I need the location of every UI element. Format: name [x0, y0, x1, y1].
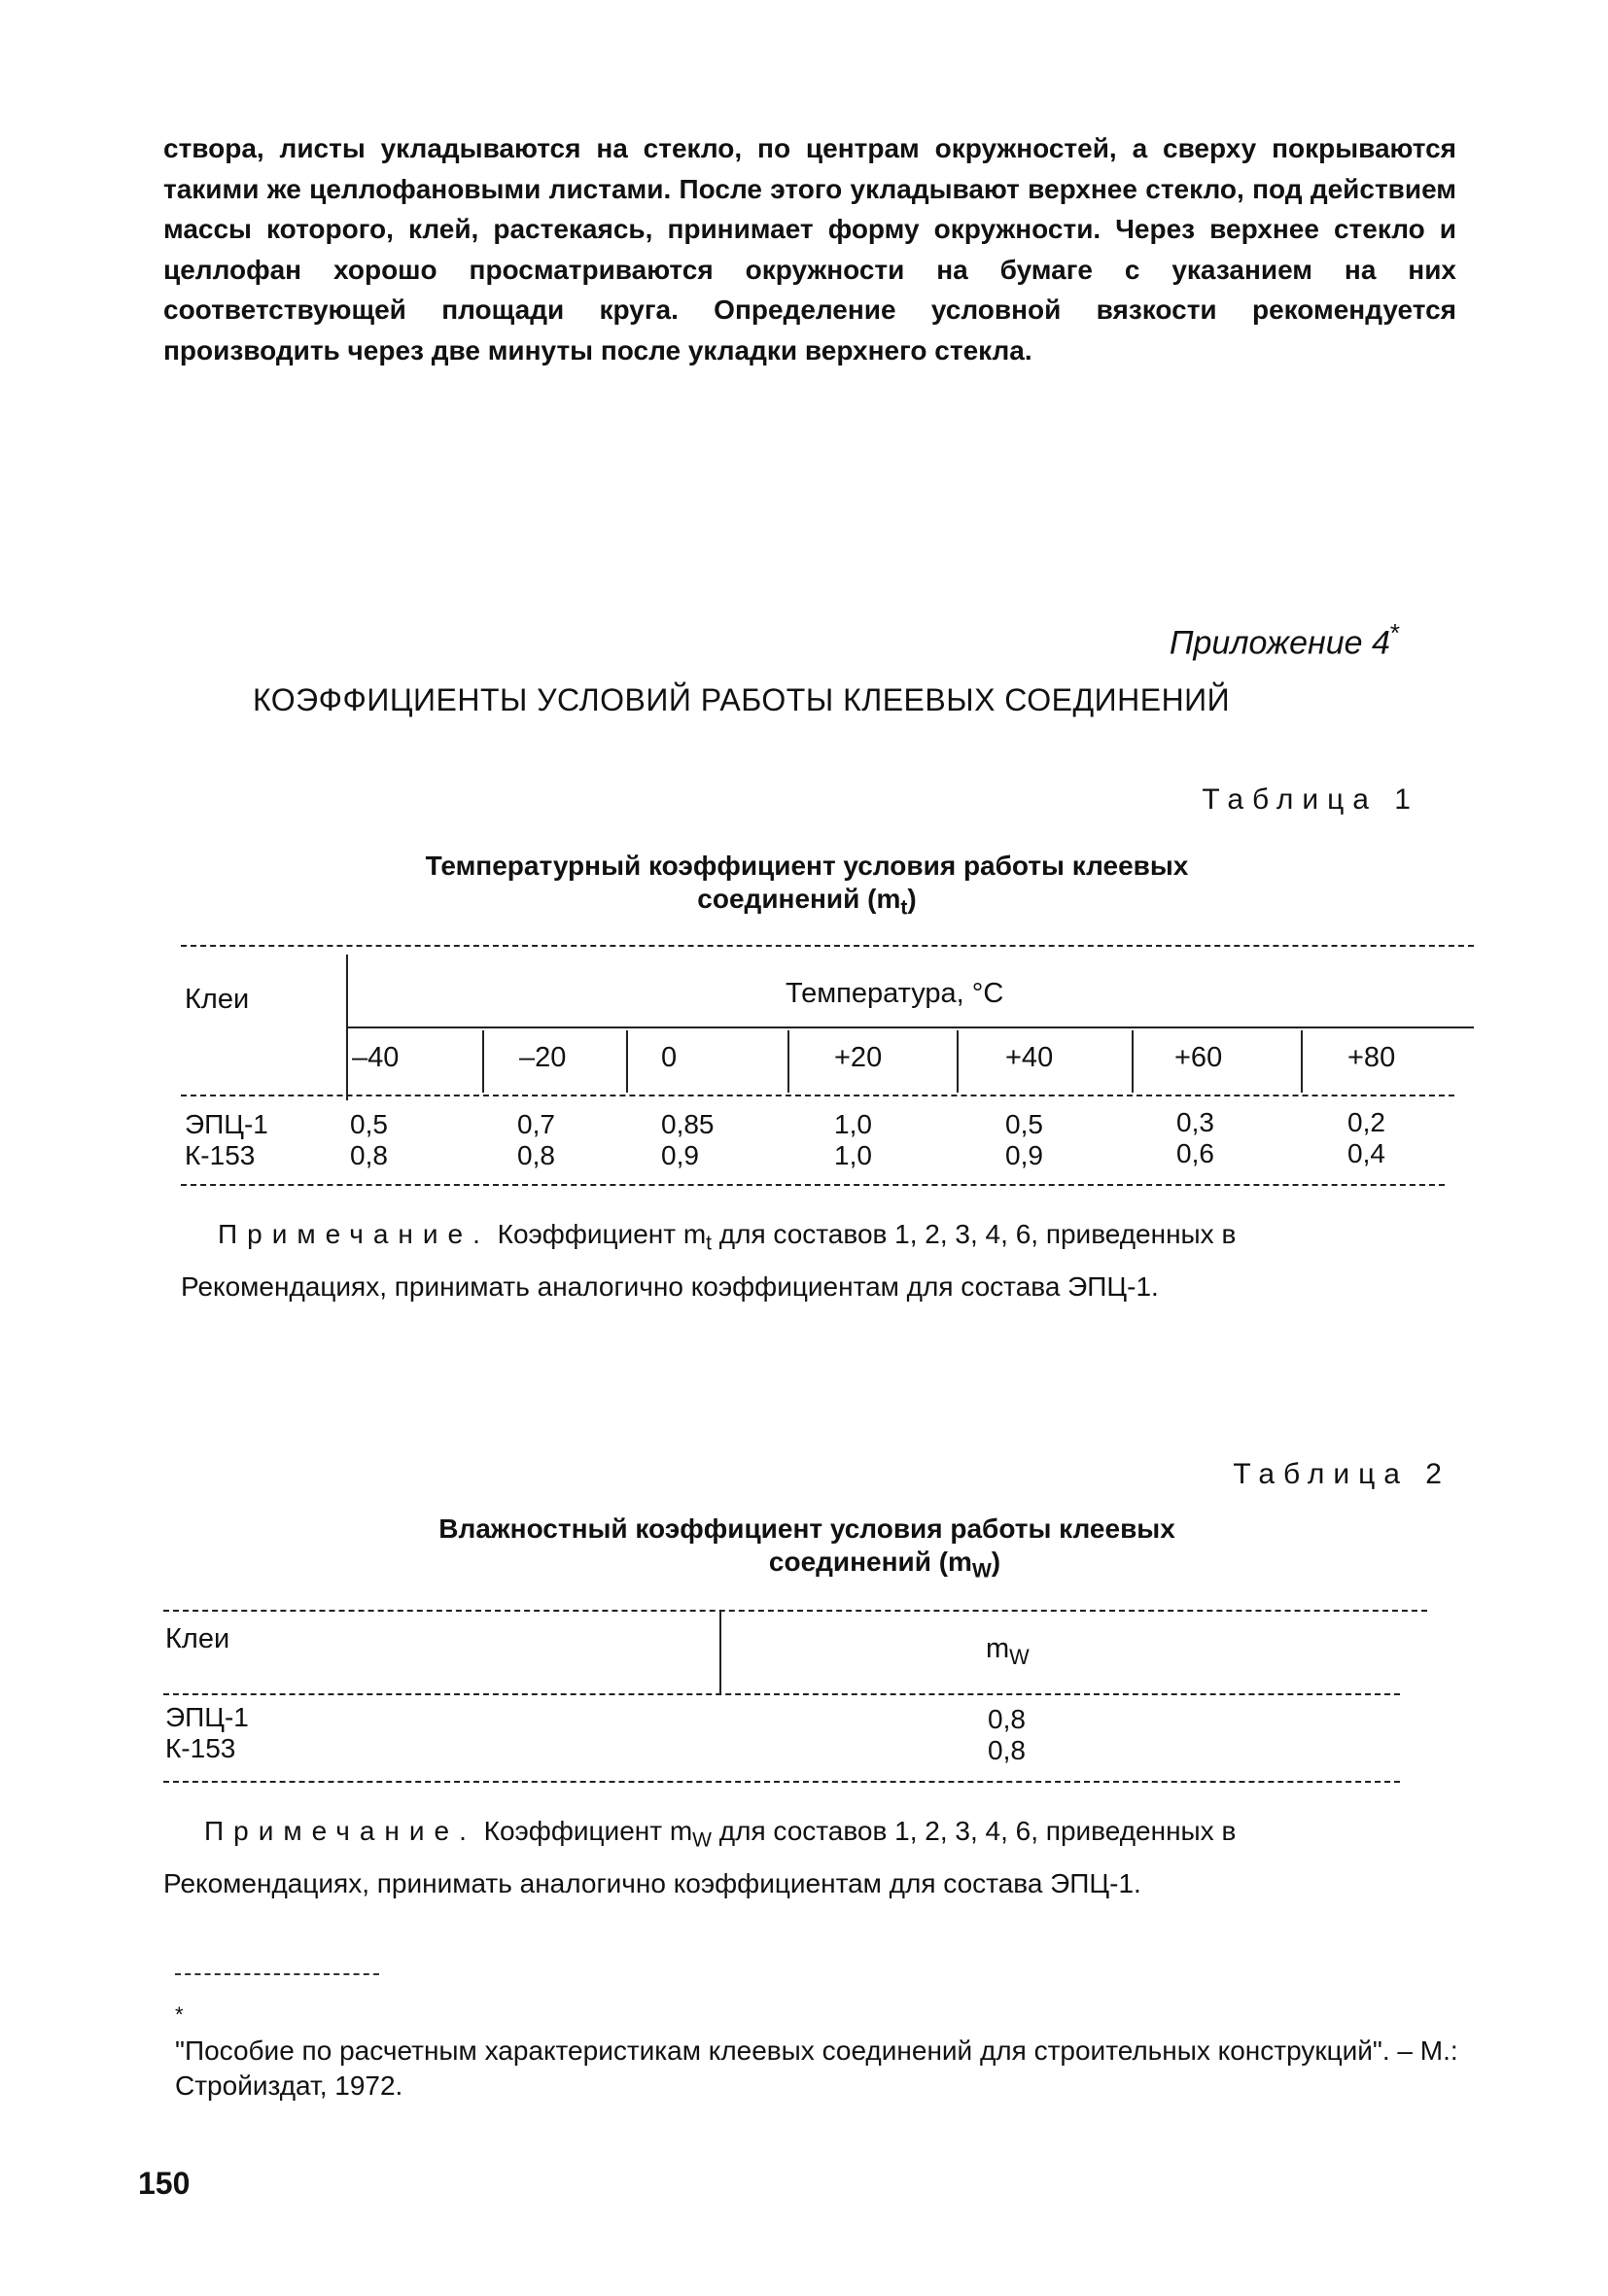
table2-note-line2: Рекомендациях, принимать аналогично коэффициентам для состава ЭПЦ-1. [163, 1868, 1141, 1898]
table1-temp-header: +80 [1347, 1042, 1396, 1073]
table1-cell: 0,7 [517, 1109, 555, 1139]
table2-title-line2 [321, 1546, 1293, 1588]
page-number: 150 [138, 2166, 191, 2201]
table1-temp-header: +60 [1174, 1042, 1223, 1073]
table1-row-name: ЭПЦ-1 [185, 1109, 268, 1139]
table1-note-label: Примечание. [218, 1219, 490, 1249]
table1-cell: 1,0 [834, 1140, 872, 1170]
table1-row-name: К-153 [185, 1140, 256, 1170]
table1-title-line2 [321, 883, 1293, 925]
table1-col-divider [482, 1030, 484, 1093]
table1-rule-top [181, 945, 1474, 947]
table1-col-divider [1301, 1030, 1303, 1093]
table2-header-m-text: m [986, 1633, 1010, 1664]
table1-cell: 0,8 [350, 1140, 388, 1170]
table1-temp-header: 0 [661, 1042, 678, 1073]
table2-header-m-subscript: W [1009, 1644, 1030, 1669]
table1-temp-header: –40 [352, 1042, 400, 1073]
table2-header-glue: Клеи [165, 1623, 230, 1654]
table1-rule-bottom [181, 1184, 1445, 1186]
table1-cell: 0,3 [1176, 1107, 1214, 1137]
table1-header-glue: Клеи [185, 984, 250, 1015]
table1-cell: 1,0 [834, 1109, 872, 1139]
table1-col-divider [787, 1030, 789, 1093]
table1-temp-header: +20 [834, 1042, 883, 1073]
table1-cell: 0,9 [661, 1140, 699, 1170]
table1-col-divider [957, 1030, 959, 1093]
table2-note-text: Коэффициент m [475, 1816, 693, 1846]
table1-cell: 0,4 [1347, 1138, 1385, 1168]
table2-note-subscript: W [692, 1828, 712, 1852]
section-heading: КОЭФФИЦИЕНТЫ УСЛОВИЙ РАБОТЫ КЛЕЕВЫХ СОЕДИНЕНИЙ [253, 682, 1231, 717]
table1-title-close: ) [907, 884, 917, 914]
table1-title-subscript: t [900, 896, 908, 920]
table2-cell: 0,8 [988, 1704, 1026, 1734]
table1-note-text-cont: для составов 1, 2, 3, 4, 6, приведенных в [712, 1219, 1237, 1249]
table2-cell: 0,8 [988, 1735, 1026, 1765]
table1-cell: 0,5 [350, 1109, 388, 1139]
table1-note-text: Коэффициент m [489, 1219, 707, 1249]
table2-title-line2-text: соединений (m [768, 1547, 972, 1577]
table2-row-name: ЭПЦ-1 [165, 1702, 249, 1732]
appendix-label-text: Приложение 4 [1169, 624, 1390, 662]
table2-header-m [986, 1633, 1030, 1670]
table1-cell: 0,2 [1347, 1107, 1385, 1137]
table2-rule-bottom [163, 1781, 1400, 1783]
table1-temp-header: +40 [1005, 1042, 1054, 1073]
table1-cell: 0,85 [661, 1109, 715, 1139]
intro-paragraph: створа, листы укладываются на стекло, по центрам окружностей, а сверху покрываются такими же целлофановыми листами. После этого укладывают верхнее стекло, под действием массы которого, клей, растекаясь, принимает форму окружности. Через верхнее стекло и целлофан хорошо просматриваются окружности на бумаге с указанием на них соответствующей площади круга. Определение условной вязкости рекомендуется производить через две минуты после укладки верхнего стекла. [163, 133, 1456, 365]
table1-note-line1 [218, 1211, 1482, 1268]
table2-note-text-cont: для составов 1, 2, 3, 4, 6, приведенных в [712, 1816, 1237, 1846]
table1-cell: 0,5 [1005, 1109, 1043, 1139]
table2-note [204, 1808, 1468, 1864]
table1-title [321, 850, 1293, 925]
table2-rule-header [163, 1693, 1400, 1695]
table1-cell: 0,6 [1176, 1138, 1214, 1168]
table1-header-temperature: Температура, °С [786, 978, 1004, 1009]
table2-divider [719, 1612, 721, 1693]
table2-title-close: ) [991, 1547, 1001, 1577]
table1-cell: 0,9 [1005, 1140, 1043, 1170]
table1-temp-header: –20 [519, 1042, 567, 1073]
appendix-label [1069, 618, 1400, 662]
table2-title [321, 1513, 1293, 1588]
table1-title-line2-text: соединений (m [697, 884, 901, 914]
table1-note-subscript: t [706, 1232, 713, 1255]
table1-title-line1: Температурный коэффициент условия работы клеевых [425, 851, 1189, 881]
footnote-mark: * [175, 2002, 184, 2027]
table1-rule-header [181, 1095, 1454, 1096]
appendix-footnote-mark: * [1389, 618, 1400, 647]
table2-note-line1 [204, 1808, 1468, 1864]
table2-title-subscript: W [971, 1559, 992, 1583]
table1-col-divider [1132, 1030, 1134, 1093]
table1-rule-temp [348, 1026, 1474, 1028]
footnote-rule [175, 1973, 379, 1975]
table2-title-line1: Влажностный коэффициент условия работы клеевых [438, 1513, 1175, 1544]
footnote-text: "Пособие по расчетным характеристикам клеевых соединений для строительных конструкций". – М.: Стройиздат, 1972. [175, 2035, 1458, 2101]
table1-col-divider [626, 1030, 628, 1093]
table1-note [218, 1211, 1482, 1268]
table1-cell: 0,8 [517, 1140, 555, 1170]
table2-caption: Таблица 2 [1233, 1458, 1451, 1490]
table1-note-line2: Рекомендациях, принимать аналогично коэффициентам для состава ЭПЦ-1. [181, 1271, 1159, 1302]
table2-note-label: Примечание. [204, 1816, 476, 1846]
table2-row-name: К-153 [165, 1733, 236, 1763]
table2-rule-top [163, 1610, 1427, 1612]
table1-caption: Таблица 1 [1202, 783, 1419, 816]
